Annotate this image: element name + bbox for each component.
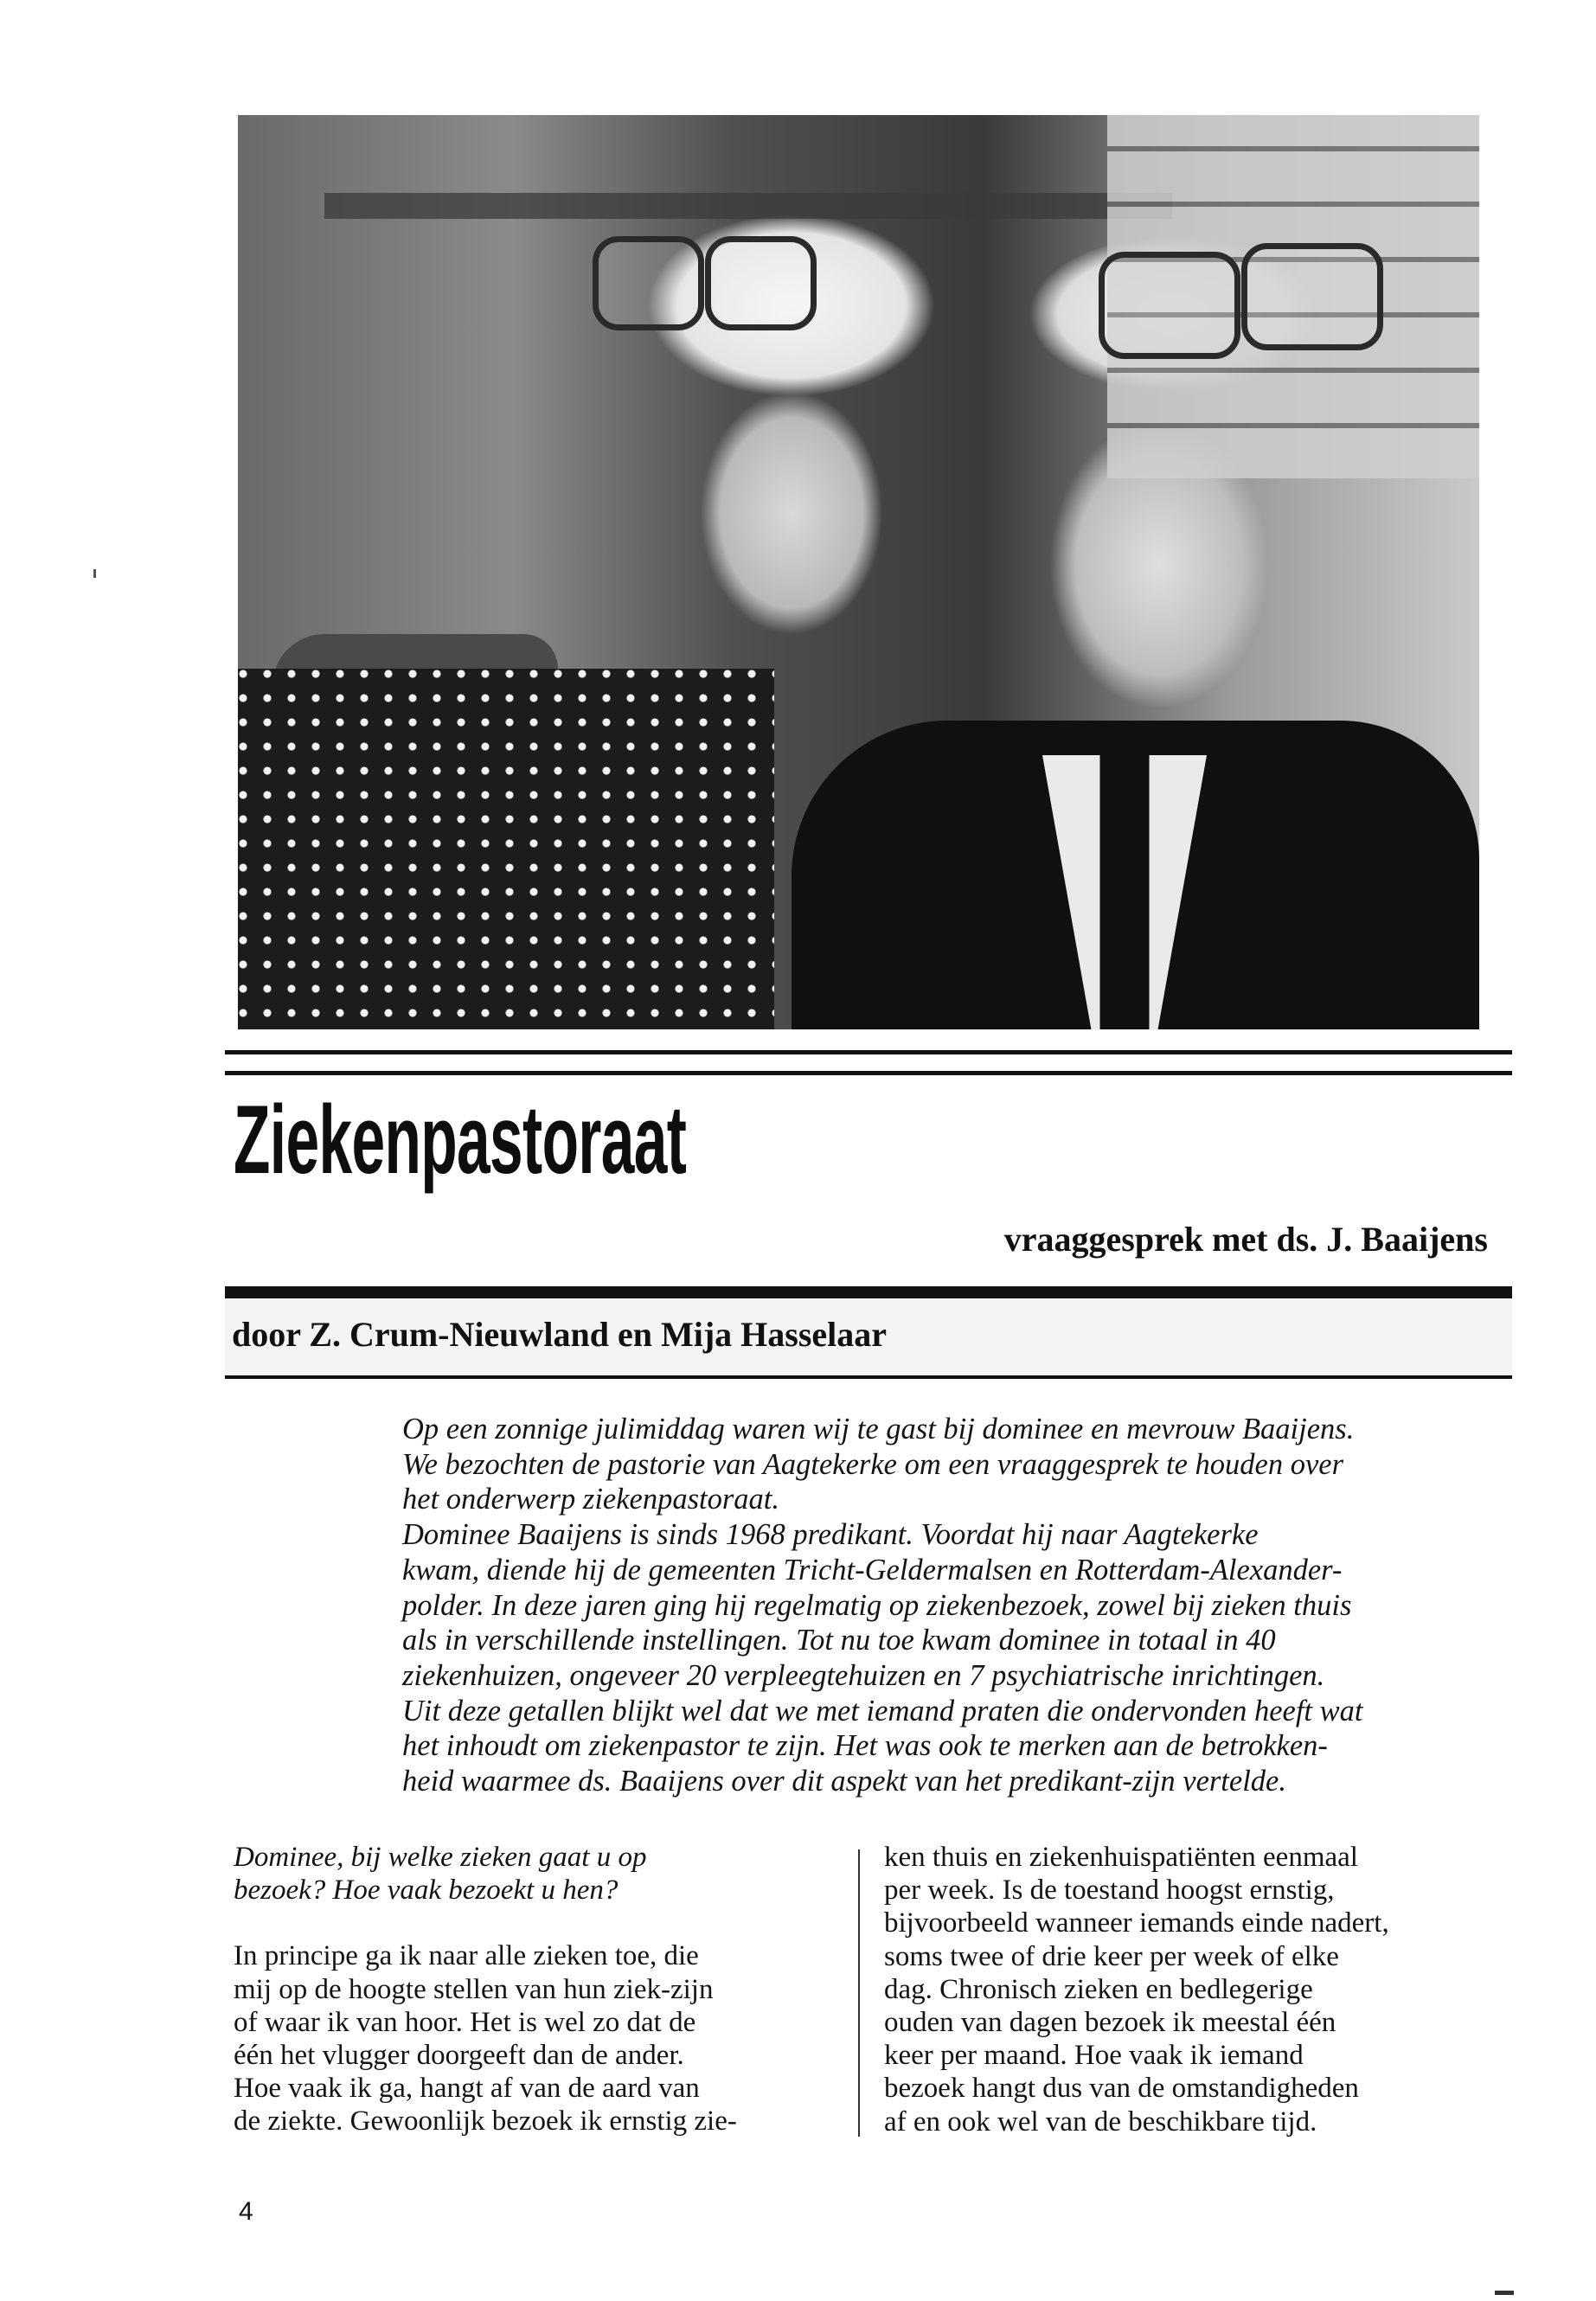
column-left <box>234 1841 822 2138</box>
scan-mark <box>1495 2291 1514 2295</box>
answer-line: of waar ik van hoor. Het is wel zo dat de <box>234 2006 696 2038</box>
intro-line: We bezochten de pastorie van Aagtekerke om een vraaggesprek te houden over <box>402 1447 1343 1481</box>
answer-line: ken thuis en ziekenhuispatiënten eenmaal <box>884 1842 1358 1873</box>
intro-line: Op een zonnige julimiddag waren wij te gast bij dominee en mevrouw Baaijens. <box>402 1413 1355 1445</box>
scan-mark <box>93 569 96 578</box>
article-subtitle: vraaggesprek met ds. J. Baaijens <box>1003 1220 1488 1259</box>
intro-paragraph <box>402 1412 1508 1799</box>
intro-line: Uit deze getallen blijkt wel dat we met iemand praten die ondervonden heeft wat <box>402 1694 1363 1727</box>
answer-line: keer per maand. Hoe vaak ik iemand <box>884 2040 1304 2072</box>
photo-woman-glasses <box>705 236 817 330</box>
intro-line: het onderwerp ziekenpastoraat. <box>402 1483 779 1516</box>
question-line: bezoek? Hoe vaak bezoekt u hen? <box>234 1875 619 1907</box>
article-byline: door Z. Crum-Nieuwland en Mija Hasselaar <box>232 1315 888 1354</box>
intro-line: als in verschillende instellingen. Tot nu toe kwam dominee in totaal in 40 <box>402 1624 1276 1657</box>
intro-line: kwam, diende hij de gemeenten Tricht-Geldermalsen en Rotterdam-Alexander- <box>402 1553 1343 1586</box>
column-right <box>884 1841 1498 2138</box>
interview-answer <box>234 1939 822 2138</box>
answer-line: bezoek hangt dus van de omstandigheden <box>884 2073 1359 2105</box>
article-photo <box>238 115 1479 1029</box>
photo-woman-dotted-blouse <box>238 669 774 1029</box>
answer-line: bijvoorbeeld wanneer iemands einde nadert, <box>884 1907 1389 1939</box>
answer-line: dag. Chronisch zieken en bedlegerige <box>884 1973 1313 2005</box>
article-title: Ziekenpastoraat <box>234 1086 687 1194</box>
answer-line: In principe ga ik naar alle zieken toe, die <box>234 1940 699 1972</box>
page-number: 4 <box>239 2197 253 2226</box>
header-rule-bottom <box>225 1375 1512 1379</box>
answer-line: ouden van dagen bezoek ik meestal één <box>884 2007 1336 2039</box>
header-rule-top <box>225 1050 1512 1054</box>
intro-line: polder. In deze jaren ging hij regelmatig op ziekenbezoek, zowel bij zieken thuis <box>402 1588 1352 1622</box>
question-line: Dominee, bij welke zieken gaat u op <box>234 1842 647 1873</box>
column-divider <box>858 1849 860 2137</box>
answer-line: Hoe vaak ik ga, hangt af van de aard van <box>234 2073 700 2105</box>
intro-line: Dominee Baaijens is sinds 1968 predikant. Voordat hij naar Aagtekerke <box>402 1518 1259 1552</box>
header-rule-thick <box>225 1286 1512 1298</box>
header-rule-second <box>225 1071 1512 1075</box>
answer-line: één het vlugger doorgeeft dan de ander. <box>234 2040 684 2072</box>
intro-line: heid waarmee ds. Baaijens over dit aspekt van het predikant-zijn vertelde. <box>402 1765 1286 1798</box>
photo-man-glasses <box>1241 243 1383 350</box>
photo-woman-glasses <box>593 236 704 330</box>
answer-line: de ziekte. Gewoonlijk bezoek ik ernstig zie- <box>234 2106 737 2138</box>
answer-line: af en ook wel van de beschikbare tijd. <box>884 2106 1317 2138</box>
photo-man-glasses <box>1099 252 1240 359</box>
answer-line: per week. Is de toestand hoogst ernstig, <box>884 1875 1335 1907</box>
photo-shelf <box>324 193 1172 219</box>
answer-line: soms twee of drie keer per week of elke <box>884 1940 1339 1972</box>
interview-question <box>234 1841 822 1907</box>
answer-line: mij op de hoogte stellen van hun ziek-zijn <box>234 1973 714 2005</box>
intro-line: ziekenhuizen, ongeveer 20 verpleegtehuizen en 7 psychiatrische inrichtingen. <box>402 1658 1325 1692</box>
intro-line: het inhoudt om ziekenpastor te zijn. Het was ook te merken aan de betrokken- <box>402 1729 1328 1763</box>
